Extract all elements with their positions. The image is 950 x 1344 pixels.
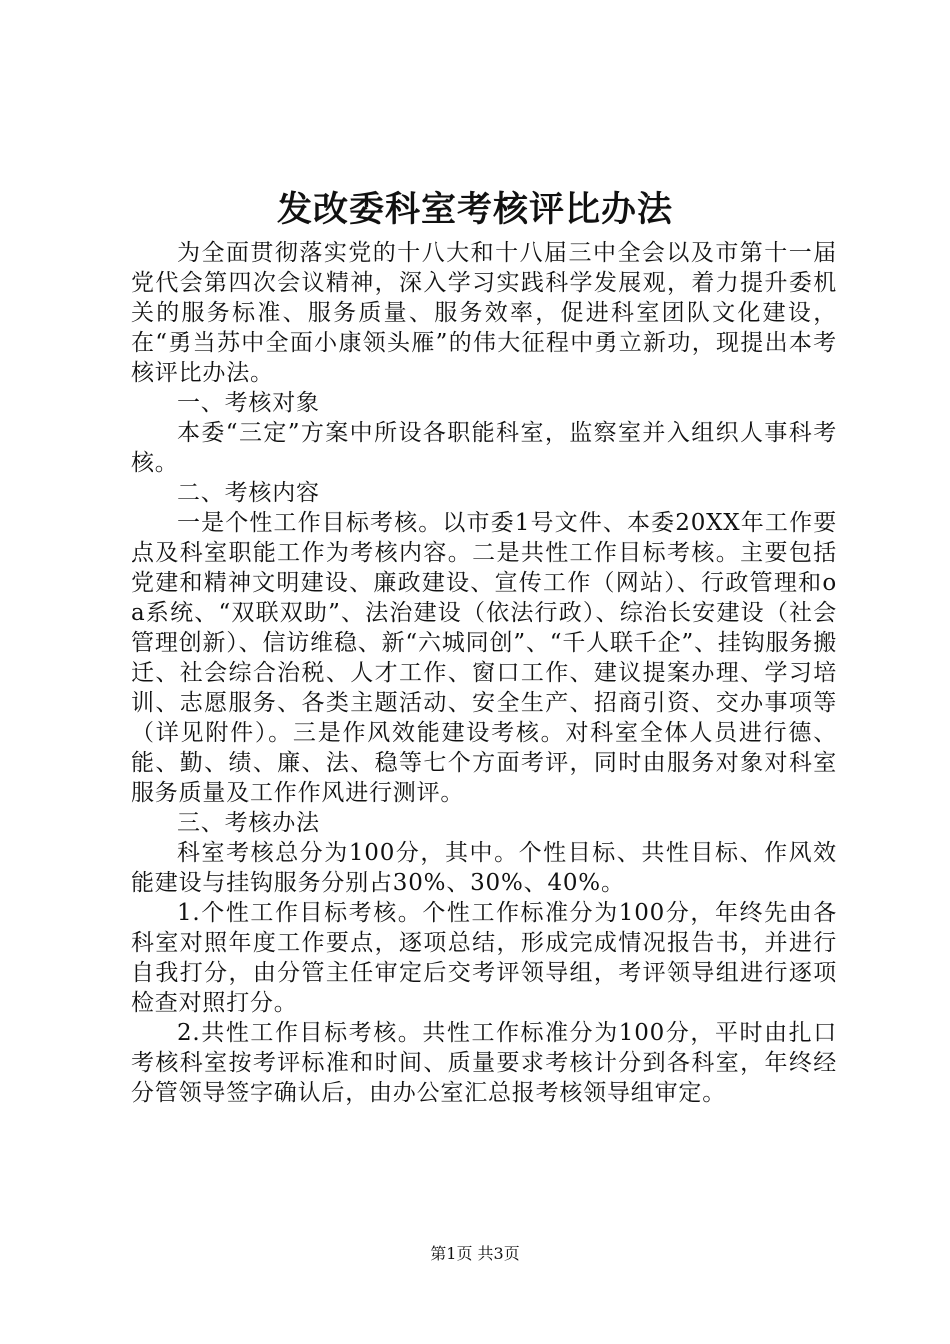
assessment-targets-paragraph: 本委“三定”方案中所设各职能科室，监察室并入组织人事科考核。 bbox=[131, 420, 837, 476]
individual-goal-assessment-paragraph: 1.个性工作目标考核。个性工作标准分为100分，年终先由各科室对照年度工作要点，逐项总结，形成完成情况报告书，并进行自我打分，由分管主任审定后交考评领导组，考评领导组进行逐项检查对照打分。 bbox=[131, 900, 837, 1016]
section-heading-assessment-targets: 一、考核对象 bbox=[177, 390, 320, 416]
document-title: 发改委科室考核评比办法 bbox=[276, 189, 673, 230]
section-heading-assessment-content: 二、考核内容 bbox=[177, 480, 320, 506]
page-number-footer: 第1页 共3页 bbox=[430, 1244, 520, 1263]
document-body bbox=[131, 238, 837, 1108]
common-goal-assessment-paragraph: 2.共性工作目标考核。共性工作标准分为100分，平时由扎口考核科室按考评标准和时间、质量要求考核计分到各科室，年终经分管领导签字确认后，由办公室汇总报考核领导组审定。 bbox=[131, 1020, 837, 1106]
assessment-methods-paragraph: 科室考核总分为100分，其中。个性目标、共性目标、作风效能建设与挂钩服务分别占30%、30%、40%。 bbox=[131, 840, 837, 896]
intro-paragraph: 为全面贯彻落实党的十八大和十八届三中全会以及市第十一届党代会第四次会议精神，深入学习实践科学发展观，着力提升委机关的服务标准、服务质量、服务效率，促进科室团队文化建设，在“勇当苏中全面小康领头雁”的伟大征程中勇立新功，现提出本考核评比办法。 bbox=[131, 240, 837, 386]
section-heading-assessment-methods: 三、考核办法 bbox=[177, 810, 320, 836]
assessment-content-paragraph: 一是个性工作目标考核。以市委1号文件、本委20XX年工作要点及科室职能工作为考核内容。二是共性工作目标考核。主要包括党建和精神文明建设、廉政建设、宣传工作（网站）、行政管理和oa系统、“双联双助”、法治建设（依法行政）、综治长安建设（社会管理创新）、信访维稳、新“六城同创”、“千人联千企”、挂钩服务搬迁、社会综合治税、人才工作、窗口工作、建议提案办理、学习培训、志愿服务、各类主题活动、安全生产、招商引资、交办事项等（详见附件）。三是作风效能建设考核。对科室全体人员进行德、能、勤、绩、廉、法、稳等七个方面考评，同时由服务对象对科室服务质量及工作作风进行测评。 bbox=[131, 510, 837, 806]
